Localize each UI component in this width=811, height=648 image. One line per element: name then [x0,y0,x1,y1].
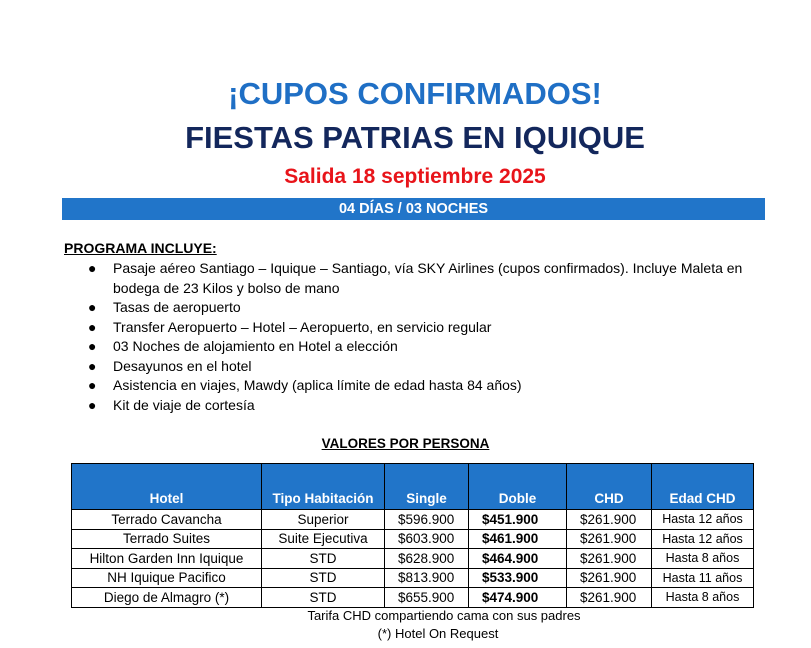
bullet-icon: ● [88,299,97,315]
table-row [72,568,754,588]
cell-chd-age: Hasta 11 años [652,568,754,588]
cell-single: $628.900 [385,549,469,569]
cell-double: $464.900 [469,549,567,569]
cell-chd: $261.900 [567,568,652,588]
cell-chd: $261.900 [567,510,652,530]
on-request-note: (*) Hotel On Request [377,626,499,641]
cell-chd-age: Hasta 8 años [652,549,754,569]
table-header-row [72,464,754,510]
list-item-text: Tasas de aeropuerto [113,299,241,315]
departure-date: Salida 18 septiembre 2025 [284,165,546,188]
cell-hotel: Diego de Almagro (*) [72,588,262,608]
cell-hotel: Hilton Garden Inn Iquique [72,549,262,569]
cell-single: $813.900 [385,568,469,588]
cell-chd-age: Hasta 12 años [652,510,754,530]
chd-rate-note: Tarifa CHD compartiendo cama con sus padres [307,608,581,623]
headline-destination: FIESTAS PATRIAS EN IQUIQUE [185,120,645,155]
cell-hotel: Terrado Suites [72,529,262,549]
table-row [72,549,754,569]
cell-double: $461.900 [469,529,567,549]
list-item [80,357,780,377]
cell-room-type: STD [262,568,385,588]
price-table [71,463,754,608]
duration-bar: 04 DÍAS / 03 NOCHES [62,198,765,220]
headline-confirmed: ¡CUPOS CONFIRMADOS! [228,76,602,111]
col-header-double: Doble [469,464,567,510]
cell-double: $451.900 [469,510,567,530]
cell-chd: $261.900 [567,529,652,549]
col-header-hotel: Hotel [72,464,262,510]
list-item-text: Desayunos en el hotel [113,357,252,374]
list-item-text: Pasaje aéreo Santiago – Iquique – Santiago, vía SKY Airlines (cupos confirmados). Incluye Maleta en bodega de 23 Kilos y bolso de mano [113,260,743,296]
includes-list [80,259,780,415]
cell-chd: $261.900 [567,549,652,569]
bullet-icon: ● [88,260,97,276]
bullet-icon: ● [88,377,97,393]
bullet-icon: ● [88,396,97,413]
cell-single: $603.900 [385,529,469,549]
list-item [80,396,780,416]
table-row [72,529,754,549]
prices-heading: VALORES POR PERSONA [321,436,490,451]
cell-double: $533.900 [469,568,567,588]
list-item-text: Kit de viaje de cortesía [113,396,255,413]
bullet-icon: ● [88,357,97,374]
list-item [80,259,780,298]
cell-room-type: Superior [262,510,385,530]
cell-chd-age: Hasta 12 años [652,529,754,549]
cell-double: $474.900 [469,588,567,608]
list-item [80,337,780,357]
cell-single: $655.900 [385,588,469,608]
includes-heading: PROGRAMA INCLUYE: [64,240,217,256]
list-item [80,318,780,338]
cell-hotel: NH Iquique Pacifico [72,568,262,588]
list-item-text: Transfer Aeropuerto – Hotel – Aeropuerto, en servicio regular [113,318,492,335]
cell-single: $596.900 [385,510,469,530]
col-header-room-type: Tipo Habitación [262,464,385,510]
cell-chd: $261.900 [567,588,652,608]
table-row [72,510,754,530]
list-item [80,376,780,396]
table-row [72,588,754,608]
cell-room-type: STD [262,549,385,569]
cell-room-type: STD [262,588,385,608]
cell-hotel: Terrado Cavancha [72,510,262,530]
col-header-chd-age: Edad CHD [652,464,754,510]
col-header-chd: CHD [567,464,652,510]
col-header-single: Single [385,464,469,510]
list-item [80,298,780,318]
list-item-text: 03 Noches de alojamiento en Hotel a elección [113,338,398,354]
bullet-icon: ● [88,338,97,354]
cell-chd-age: Hasta 8 años [652,588,754,608]
list-item-text: Asistencia en viajes, Mawdy (aplica límite de edad hasta 84 años) [113,377,522,393]
cell-room-type: Suite Ejecutiva [262,529,385,549]
bullet-icon: ● [88,318,97,335]
